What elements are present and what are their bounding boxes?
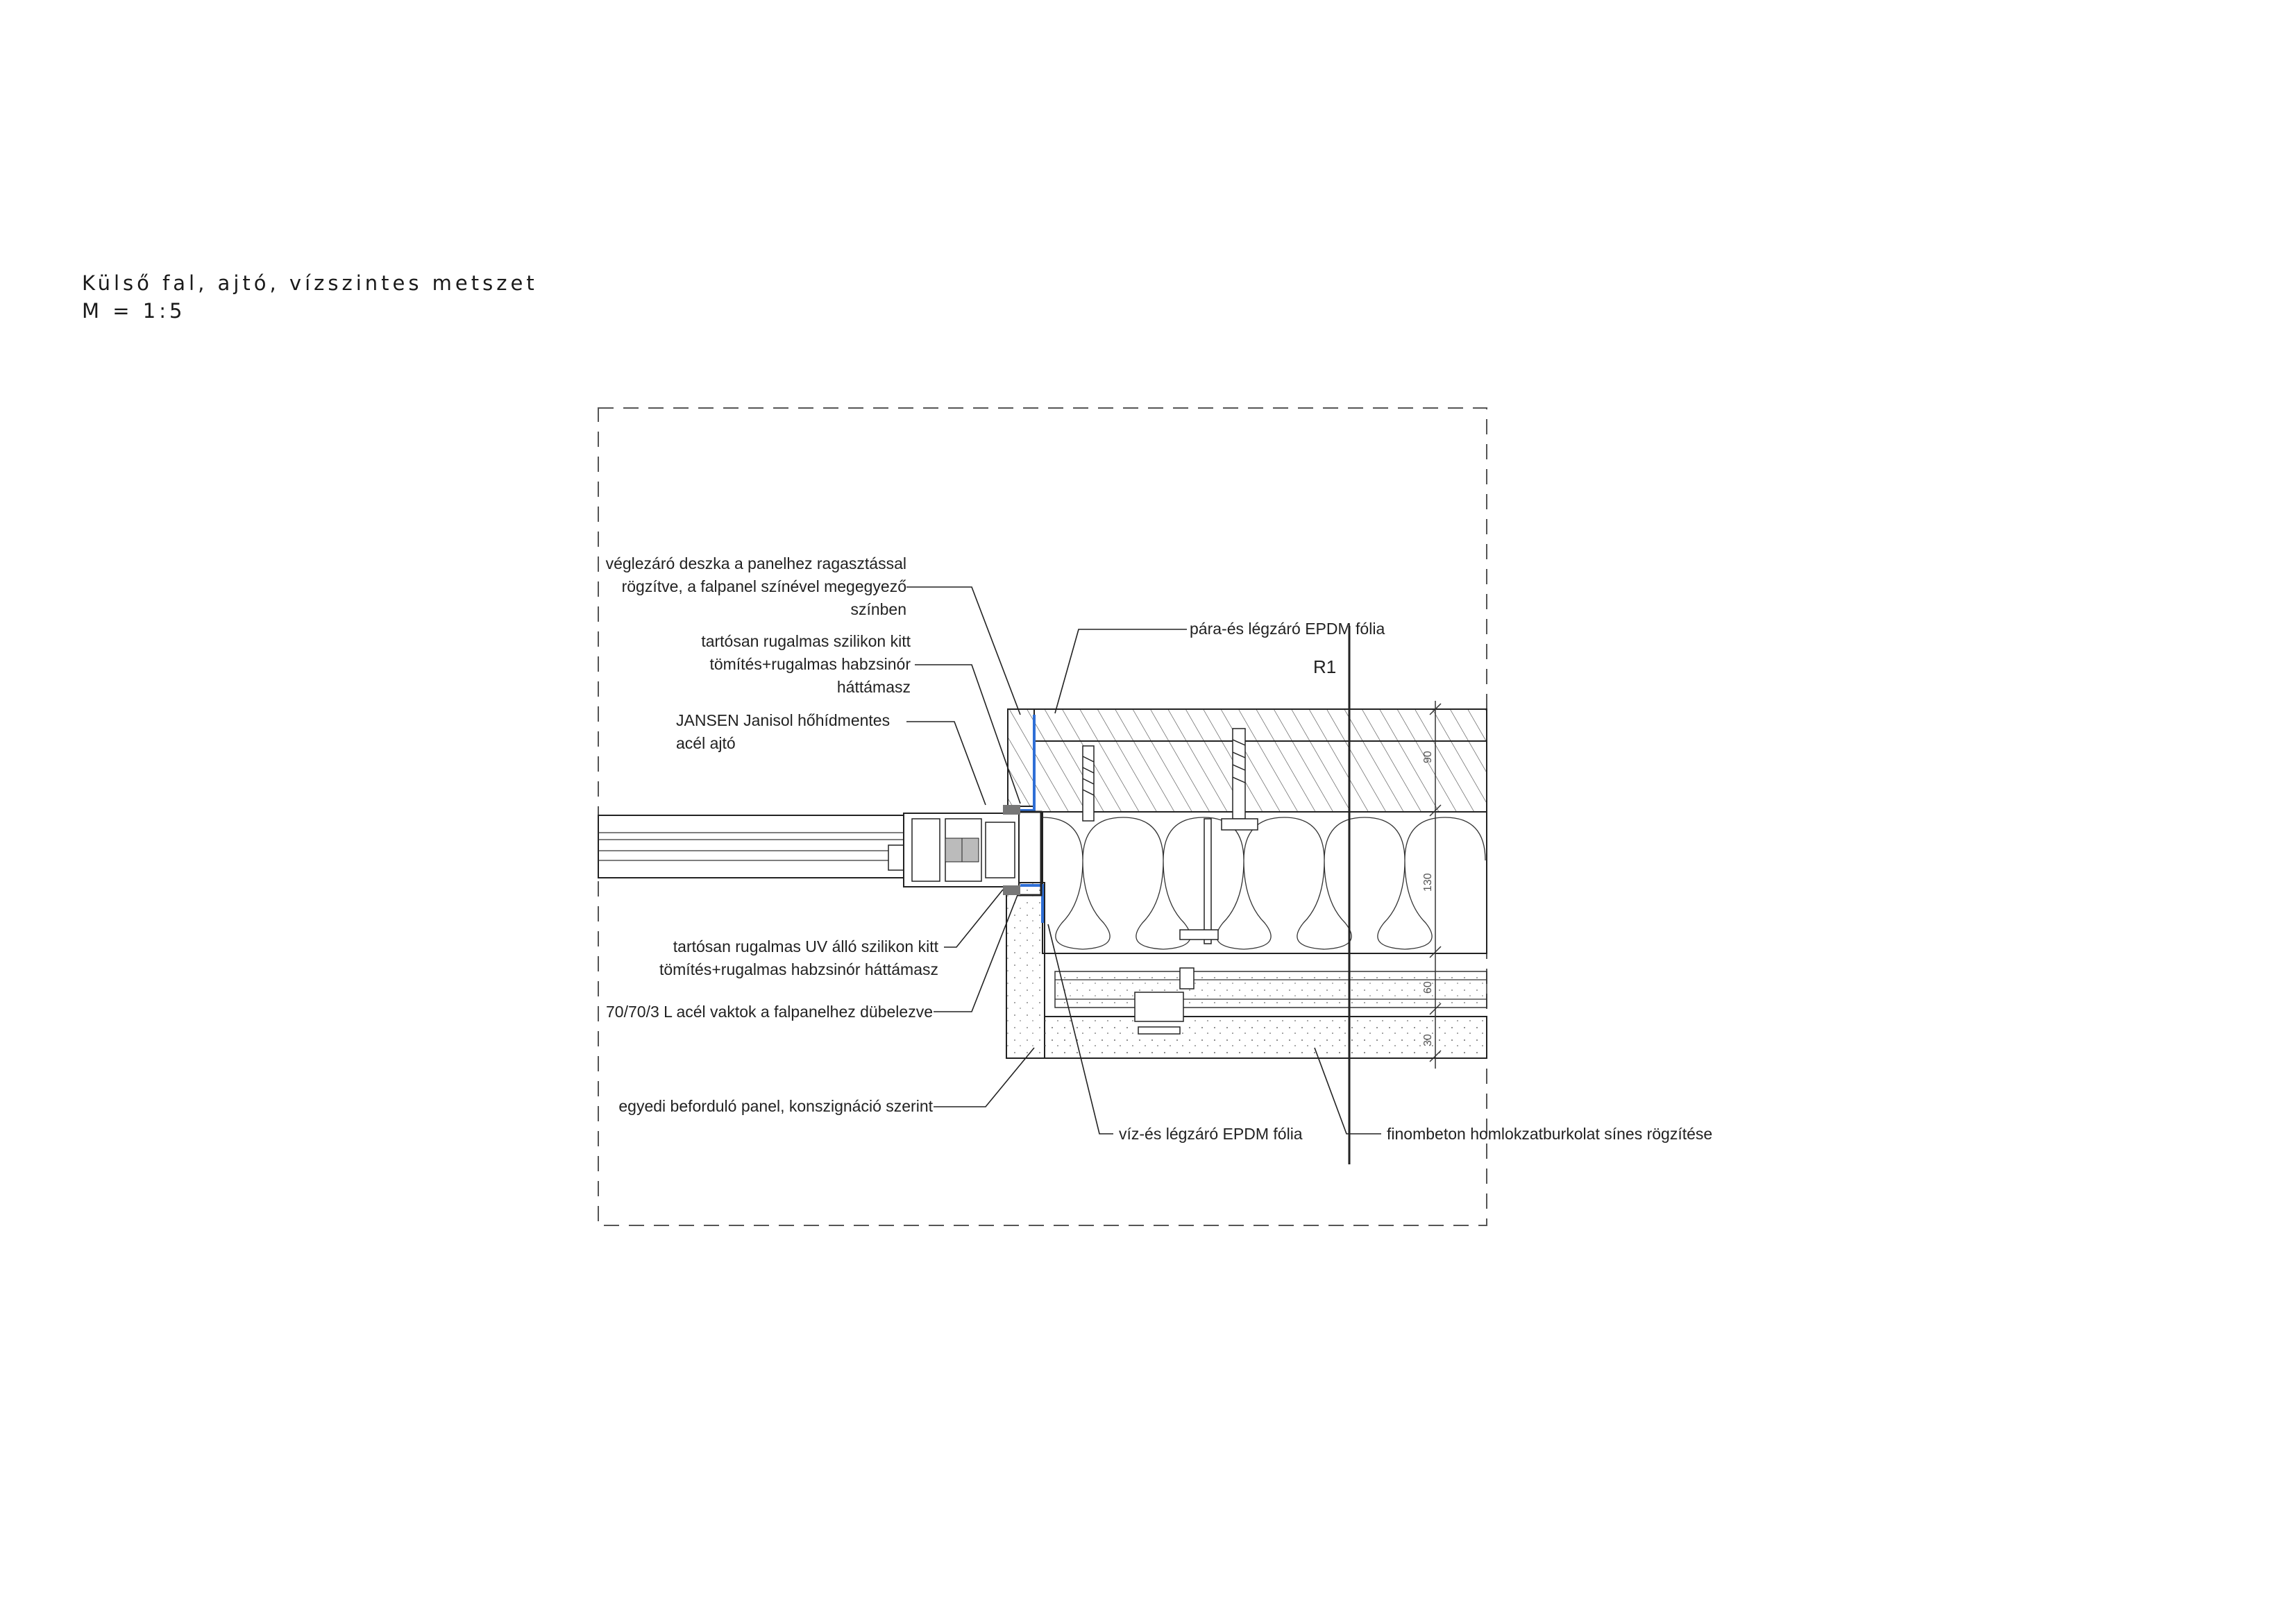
- outer-wood-board: [1034, 709, 1487, 741]
- dim-130: 130: [1422, 873, 1434, 892]
- title-line-1: Külső fal, ajtó, vízszintes metszet: [82, 271, 538, 295]
- label-viz-folia: víz-és légzáró EPDM fólia: [1119, 1125, 1303, 1143]
- title-scale: M = 1:5: [82, 299, 186, 323]
- end-board: [1008, 709, 1034, 806]
- label-jansen-1: JANSEN Janisol hőhídmentes: [676, 711, 890, 729]
- label-para-folia: pára-és légzáró EPDM fólia: [1190, 620, 1385, 638]
- label-uv-szilikon-1: tartósan rugalmas UV álló szilikon kitt: [673, 937, 938, 955]
- label-szilikon-1: tartósan rugalmas szilikon kitt: [701, 632, 911, 650]
- label-veglezaro-3: színben: [850, 600, 906, 618]
- door-profile: [598, 805, 1020, 895]
- label-uv-szilikon-2: tömítés+rugalmas habzsinór háttámasz: [659, 960, 938, 978]
- label-veglezaro-2: rögzítve, a falpanel színével megegyező: [621, 577, 906, 595]
- label-szilikon-3: háttámasz: [836, 678, 911, 696]
- label-axis-r1: R1: [1313, 656, 1337, 677]
- label-veglezaro-1: véglezáró deszka a panelhez ragasztással: [605, 554, 906, 572]
- label-szilikon-2: tömítés+rugalmas habzsinór: [709, 655, 911, 673]
- label-vaktok: 70/70/3 L acél vaktok a falpanelhez dübelezve: [606, 1003, 933, 1021]
- inner-wood-board: [1034, 741, 1487, 812]
- dim-30: 30: [1422, 1034, 1434, 1046]
- dim-60: 60: [1422, 981, 1434, 994]
- label-beforgulo: egyedi beforduló panel, konszignáció szerint: [618, 1097, 933, 1115]
- dim-90: 90: [1422, 751, 1434, 763]
- label-jansen-2: acél ajtó: [676, 734, 736, 752]
- label-finombeton: finombeton homlokzatburkolat sínes rögzítése: [1387, 1125, 1713, 1143]
